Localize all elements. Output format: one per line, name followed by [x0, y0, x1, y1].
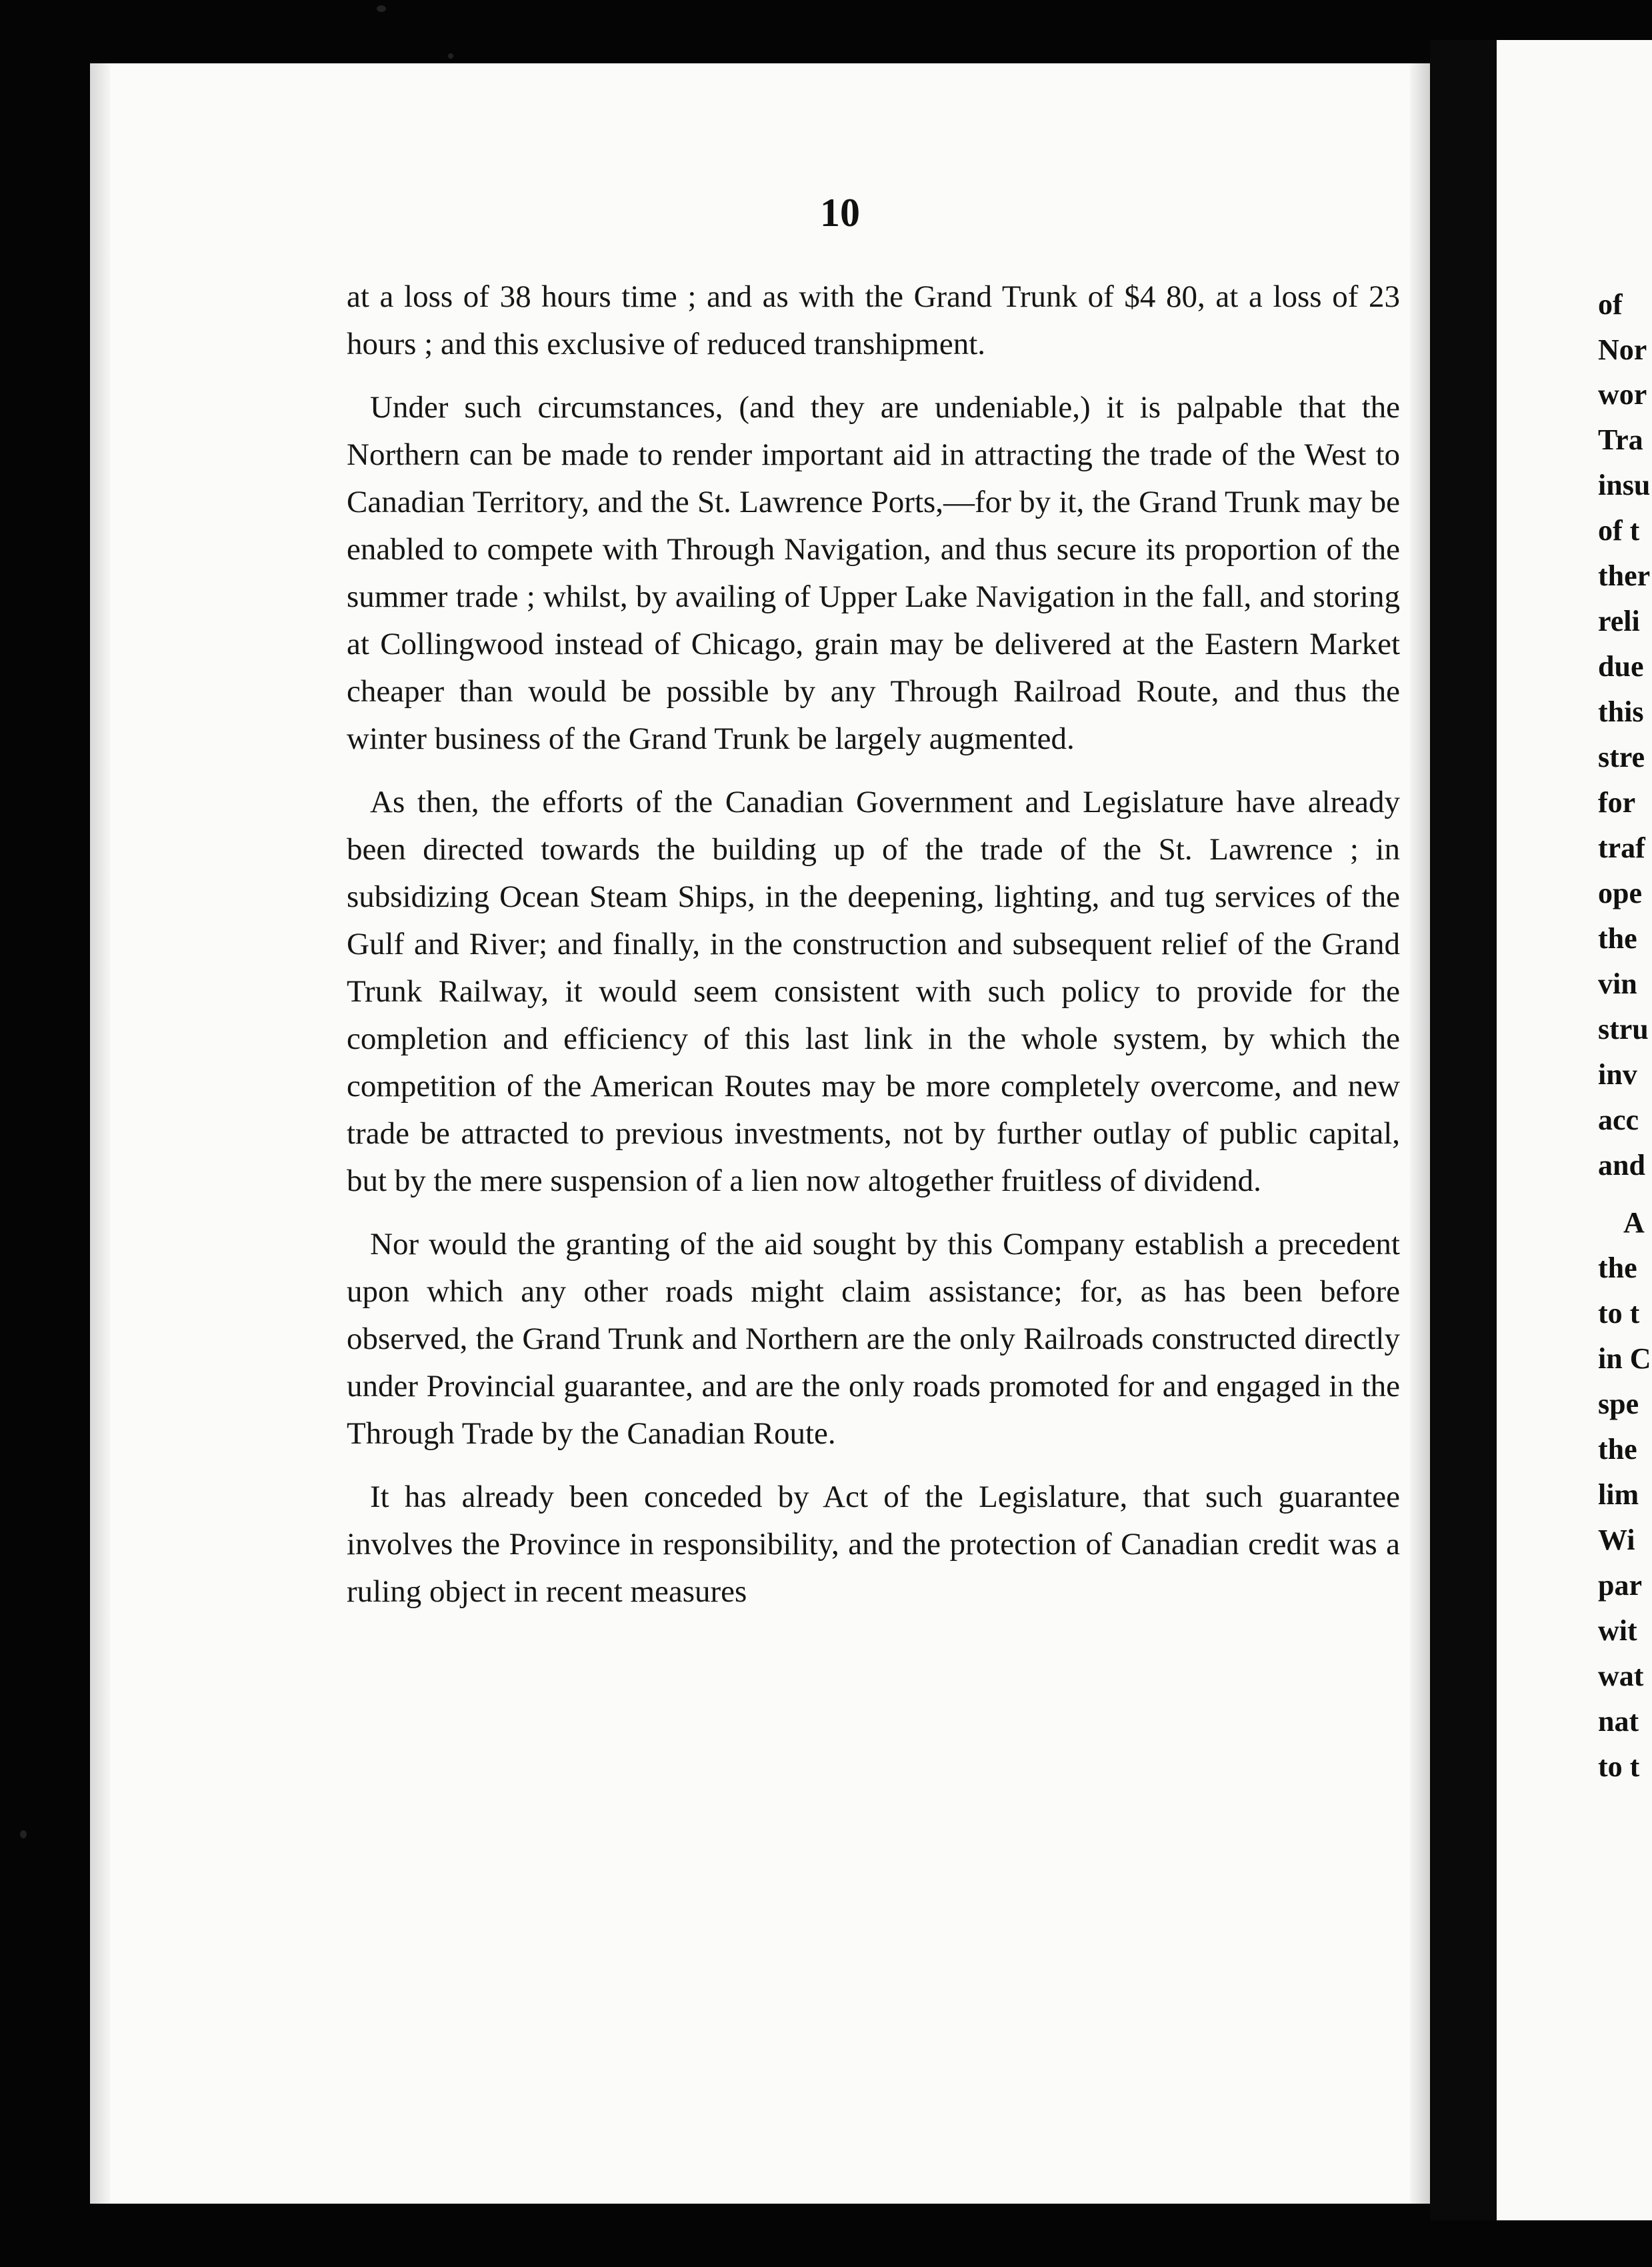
adjacent-page-line: inv [1598, 1058, 1637, 1091]
adjacent-page-line: lim [1598, 1478, 1639, 1511]
adjacent-page-line: of [1598, 288, 1623, 321]
adjacent-page-line: ther [1598, 559, 1651, 592]
scan-speck [448, 53, 453, 59]
adjacent-page-line: par [1598, 1569, 1642, 1602]
adjacent-page-line: to t [1598, 1297, 1640, 1330]
adjacent-page [1497, 40, 1652, 2220]
adjacent-page-line: wor [1598, 378, 1647, 411]
adjacent-page-line: the [1598, 922, 1637, 955]
paragraph: at a loss of 38 hours time ; and as with the Grand Trunk of $4 80, at a loss of 23 hours ; and this exclusive of reduced transhipment. [347, 279, 1400, 361]
adjacent-page-line: spe [1598, 1388, 1639, 1420]
adjacent-page-line: ope [1598, 877, 1642, 909]
paragraph: As then, the efforts of the Canadian Government and Legislature have already been directed towards the building up of the trade of the St. Lawrence ; in subsidizing Ocean Steam Ships, in the deepening, lighting, and tug services of the Gulf and River; and finally, in the construction and subsequent relief of the Grand Trunk Railway, it would seem consistent with such policy to provide for the completion and efficiency of this last link in the whole system, by which the competition of the American Routes may be more completely overcome, and new trade be attracted to previous investments, not by further outlay of public capital, but by the mere suspension of a lien now altogether fruitless of dividend. [347, 785, 1400, 1198]
adjacent-page-line: A [1623, 1206, 1645, 1239]
adjacent-page-line: Nor [1598, 333, 1647, 366]
page-edge-left [90, 63, 110, 2204]
scan-speck [377, 5, 386, 12]
scan-speck [20, 1830, 27, 1838]
book-gutter [1430, 40, 1497, 2220]
adjacent-page-line: stru [1598, 1013, 1649, 1045]
adjacent-page-line: Wi [1598, 1524, 1635, 1556]
adjacent-page-line: this [1598, 695, 1644, 728]
paragraph: Nor would the granting of the aid sought by this Company establish a precedent upon which any other roads might claim assistance; for, as has been before observed, the Grand Trunk and Northern are the only Railroads constructed directly under Provincial guarantee, and are the only roads promoted for and engaged in the Through Trade by the Canadian Route. [347, 1227, 1400, 1451]
adjacent-page-line: vin [1598, 967, 1637, 1000]
adjacent-page-line: the [1598, 1252, 1637, 1284]
adjacent-page-line: stre [1598, 741, 1645, 773]
adjacent-page-line: acc [1598, 1103, 1639, 1136]
adjacent-page-line: due [1598, 650, 1644, 683]
body-text [347, 273, 1400, 1632]
adjacent-page-line: and [1598, 1149, 1645, 1182]
adjacent-page-line: of t [1598, 514, 1640, 547]
adjacent-page-line: reli [1598, 605, 1640, 637]
adjacent-page-line: to t [1598, 1750, 1640, 1783]
page-number: 10 [820, 191, 860, 235]
adjacent-page-line: the [1598, 1433, 1637, 1466]
adjacent-page-line: wit [1598, 1614, 1637, 1647]
adjacent-page-line: nat [1598, 1705, 1639, 1738]
adjacent-page-line: wat [1598, 1660, 1644, 1692]
adjacent-page-line: in C [1598, 1342, 1651, 1375]
paragraph: Under such circumstances, (and they are undeniable,) it is palpable that the Northern can be made to render important aid in attracting the trade of the West to Canadian Territory, and the St. Lawrence Ports,—for by it, the Grand Trunk may be enabled to compete with Through Navigation, and thus secure its proportion of the summer trade ; whilst, by availing of Upper Lake Navigation in the fall, and storing at Collingwood instead of Chicago, grain may be delivered at the Eastern Market cheaper than would be possible by any Through Railroad Route, and thus the winter business of the Grand Trunk be largely augmented. [347, 390, 1400, 756]
adjacent-page-line: traf [1598, 831, 1645, 864]
adjacent-page-line: Tra [1598, 423, 1643, 456]
paragraph: It has already been conceded by Act of the Legislature, that such guarantee involves the Province in responsibility, and the protection of Canadian credit was a ruling object in recent measures [347, 1480, 1400, 1609]
page-edge-right [1410, 63, 1430, 2204]
adjacent-page-line: for [1598, 786, 1636, 819]
adjacent-page-line: insu [1598, 469, 1651, 501]
